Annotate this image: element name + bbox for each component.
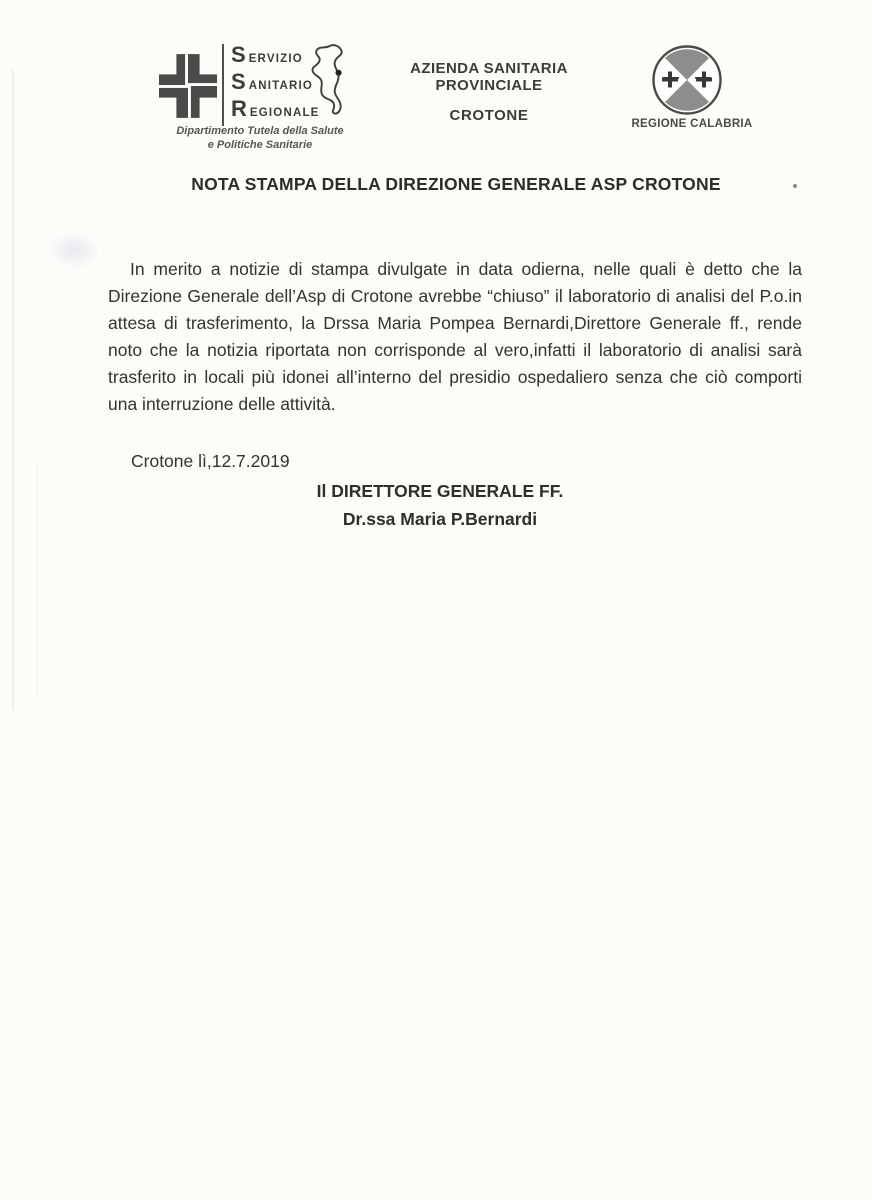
scan-artifact-edge-line: [12, 70, 14, 710]
ssr-caption-line-2: e Politiche Sanitarie: [207, 139, 313, 151]
calabria-region-outline-icon: [303, 43, 353, 115]
ssr-caption-line-1: Dipartimento Tutela della Salute: [176, 125, 344, 137]
organization-name-line-1: AZIENDA SANITARIA PROVINCIALE: [410, 60, 568, 94]
ssr-initial: S: [231, 42, 246, 67]
regione-calabria-label: REGIONE CALABRIA: [631, 118, 753, 130]
scan-artifact-edge-line-2: [37, 460, 38, 700]
ssr-logo-caption: [150, 124, 370, 152]
press-note-paragraph: In merito a notizie di stampa divulgate in data odierna, nelle quali è detto che la Direzione Generale dell’Asp di Crotone avrebbe “chiuso” il laboratorio di analisi del P.o.in attesa di trasferimento, la Drssa Maria Pompea Bernardi,Direttore Generale ff., rende noto che la notizia riportata non corrisponde al vero,infatti il laboratorio di analisi sarà trasferito in locali più idonei all’interno del presidio ospedaliero senza che ciò comporti una interruzione delle attività.: [108, 259, 802, 414]
signature-name: Dr.ssa Maria P.Bernardi: [342, 509, 538, 529]
signature-role: Il DIRETTORE GENERALE FF.: [316, 481, 564, 501]
signature-block: [240, 477, 640, 533]
organization-name: [358, 60, 620, 124]
ssr-rest: ERVIZIO: [248, 53, 303, 65]
health-cross-icon: [159, 53, 217, 119]
organization-name-line-2: CROTONE: [449, 107, 529, 124]
ssr-rest: ANITARIO: [248, 80, 314, 92]
ssr-initial: S: [231, 69, 246, 94]
ssr-rest: EGIONALE: [249, 107, 320, 119]
scan-artifact-smudge: [48, 232, 100, 268]
regione-calabria-emblem-icon: [651, 44, 723, 116]
ssr-initial: R: [231, 96, 247, 121]
logo-divider: [222, 44, 224, 126]
page-title: NOTA STAMPA DELLA DIREZIONE GENERALE ASP CROTONE: [191, 174, 721, 194]
dateline: Crotone lì,12.7.2019: [131, 451, 290, 471]
